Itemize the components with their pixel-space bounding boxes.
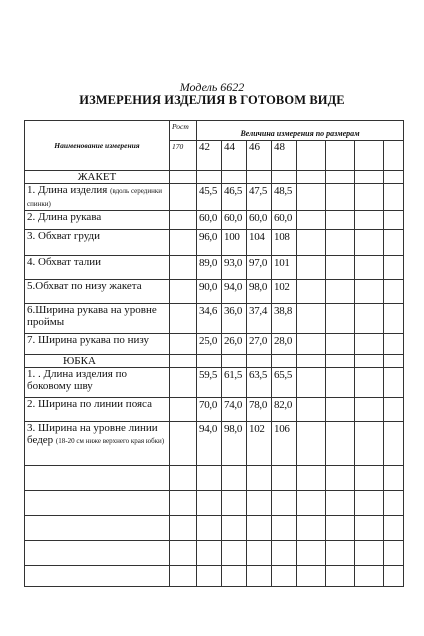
value-cell: 70,0 bbox=[197, 398, 222, 422]
value-cell: 60,0 bbox=[222, 211, 247, 230]
empty-cell bbox=[326, 566, 355, 587]
value-cell: 94,0 bbox=[222, 280, 247, 304]
empty-cell bbox=[355, 566, 384, 587]
measurement-label: 2. Ширина по линии пояса bbox=[27, 398, 152, 410]
measurement-label: 5.Обхват по низу жакета bbox=[27, 280, 142, 292]
value-cell: 46,5 bbox=[222, 184, 247, 211]
size-cell bbox=[355, 141, 384, 171]
value-cell bbox=[326, 184, 355, 211]
empty-cell bbox=[355, 466, 384, 491]
value-cell: 78,0 bbox=[247, 398, 272, 422]
size-cell: 48 bbox=[272, 141, 297, 171]
empty-cell bbox=[247, 466, 272, 491]
value-cell bbox=[355, 230, 384, 256]
value-cell bbox=[326, 230, 355, 256]
value-cell: 106 bbox=[272, 422, 297, 466]
value-cell bbox=[297, 230, 326, 256]
empty-cell bbox=[297, 355, 326, 368]
value-cell: 98,0 bbox=[222, 422, 247, 466]
value-cell: 34,6 bbox=[197, 304, 222, 334]
measurement-name bbox=[25, 368, 170, 398]
value-cell: 36,0 bbox=[222, 304, 247, 334]
empty-cell bbox=[222, 541, 247, 566]
empty-cell bbox=[297, 566, 326, 587]
sizes-column-header: Величина измерения по размерам bbox=[197, 121, 404, 141]
value-cell bbox=[384, 230, 404, 256]
measurement-name bbox=[25, 398, 170, 422]
empty-cell bbox=[384, 466, 404, 491]
value-cell: 26,0 bbox=[222, 334, 247, 355]
value-cell bbox=[326, 304, 355, 334]
value-cell: 108 bbox=[272, 230, 297, 256]
value-cell: 89,0 bbox=[197, 256, 222, 280]
measurement-name bbox=[25, 280, 170, 304]
height-cell bbox=[170, 398, 197, 422]
empty-cell bbox=[25, 566, 170, 587]
value-cell bbox=[297, 422, 326, 466]
empty-cell bbox=[355, 541, 384, 566]
empty-cell bbox=[384, 355, 404, 368]
value-cell bbox=[384, 256, 404, 280]
table-row bbox=[25, 368, 404, 398]
empty-cell bbox=[297, 491, 326, 516]
value-cell: 98,0 bbox=[247, 280, 272, 304]
empty-cell bbox=[247, 491, 272, 516]
value-cell bbox=[297, 256, 326, 280]
value-cell bbox=[355, 422, 384, 466]
height-column-header: Рост bbox=[170, 121, 197, 141]
empty-cell bbox=[355, 516, 384, 541]
empty-cell bbox=[197, 171, 222, 184]
value-cell bbox=[355, 368, 384, 398]
height-cell bbox=[170, 230, 197, 256]
name-column-header: Наименование измерения bbox=[25, 121, 170, 171]
value-cell bbox=[384, 398, 404, 422]
value-cell bbox=[355, 211, 384, 230]
section-row bbox=[25, 355, 404, 368]
empty-cell bbox=[272, 466, 297, 491]
empty-cell bbox=[222, 466, 247, 491]
measurement-label: 7. Ширина рукава по низу bbox=[27, 334, 150, 346]
empty-cell bbox=[197, 566, 222, 587]
height-cell bbox=[170, 422, 197, 466]
measurement-name bbox=[25, 184, 170, 211]
table-row bbox=[25, 398, 404, 422]
table-row bbox=[25, 256, 404, 280]
measurements-table bbox=[24, 120, 404, 587]
value-cell: 65,5 bbox=[272, 368, 297, 398]
height-cell bbox=[170, 256, 197, 280]
value-cell bbox=[355, 184, 384, 211]
empty-cell bbox=[222, 491, 247, 516]
value-cell: 102 bbox=[247, 422, 272, 466]
table-row bbox=[25, 184, 404, 211]
empty-cell bbox=[355, 355, 384, 368]
value-cell: 38,8 bbox=[272, 304, 297, 334]
empty-cell bbox=[355, 171, 384, 184]
empty-cell bbox=[384, 566, 404, 587]
value-cell: 104 bbox=[247, 230, 272, 256]
empty-cell bbox=[272, 516, 297, 541]
table-row bbox=[25, 334, 404, 355]
height-cell bbox=[170, 184, 197, 211]
size-cell bbox=[384, 141, 404, 171]
empty-cell bbox=[384, 516, 404, 541]
empty-cell bbox=[272, 171, 297, 184]
measurement-note: (18-20 см ниже верхнего края юбки) bbox=[55, 437, 165, 445]
value-cell: 94,0 bbox=[197, 422, 222, 466]
empty-cell bbox=[247, 566, 272, 587]
value-cell bbox=[326, 280, 355, 304]
value-cell bbox=[384, 334, 404, 355]
height-cell bbox=[170, 368, 197, 398]
value-cell: 60,0 bbox=[272, 211, 297, 230]
empty-row bbox=[25, 491, 404, 516]
value-cell bbox=[355, 398, 384, 422]
empty-cell bbox=[25, 516, 170, 541]
empty-cell bbox=[384, 491, 404, 516]
empty-cell bbox=[247, 171, 272, 184]
value-cell bbox=[384, 422, 404, 466]
empty-cell bbox=[272, 566, 297, 587]
value-cell: 27,0 bbox=[247, 334, 272, 355]
value-cell bbox=[326, 211, 355, 230]
value-cell: 93,0 bbox=[222, 256, 247, 280]
table-row bbox=[25, 280, 404, 304]
empty-cell bbox=[222, 355, 247, 368]
value-cell: 60,0 bbox=[197, 211, 222, 230]
empty-cell bbox=[326, 355, 355, 368]
empty-cell bbox=[297, 516, 326, 541]
empty-cell bbox=[326, 171, 355, 184]
header-row bbox=[25, 121, 404, 141]
value-cell: 74,0 bbox=[222, 398, 247, 422]
value-cell: 45,5 bbox=[197, 184, 222, 211]
value-cell bbox=[297, 334, 326, 355]
height-value: 170 bbox=[170, 141, 197, 171]
empty-cell bbox=[355, 491, 384, 516]
size-cell: 44 bbox=[222, 141, 247, 171]
empty-cell bbox=[170, 355, 197, 368]
model-label: Модель 6622 bbox=[179, 80, 245, 94]
empty-cell bbox=[170, 516, 197, 541]
measurement-note: (вдоль серединки спинки) bbox=[27, 187, 162, 208]
empty-cell bbox=[272, 491, 297, 516]
value-cell: 28,0 bbox=[272, 334, 297, 355]
measurement-label: 6.Ширина рукава на уровне проймы bbox=[27, 304, 157, 328]
empty-cell bbox=[297, 171, 326, 184]
value-cell: 101 bbox=[272, 256, 297, 280]
value-cell: 60,0 bbox=[247, 211, 272, 230]
value-cell bbox=[355, 304, 384, 334]
empty-cell bbox=[197, 541, 222, 566]
empty-cell bbox=[326, 516, 355, 541]
empty-cell bbox=[247, 541, 272, 566]
value-cell: 90,0 bbox=[197, 280, 222, 304]
empty-cell bbox=[326, 466, 355, 491]
empty-cell bbox=[197, 466, 222, 491]
measurement-name bbox=[25, 304, 170, 334]
value-cell: 47,5 bbox=[247, 184, 272, 211]
height-cell bbox=[170, 304, 197, 334]
empty-cell bbox=[272, 541, 297, 566]
section-row bbox=[25, 171, 404, 184]
measurement-name bbox=[25, 256, 170, 280]
size-cell: 46 bbox=[247, 141, 272, 171]
value-cell bbox=[384, 280, 404, 304]
table-row bbox=[25, 211, 404, 230]
size-cell bbox=[326, 141, 355, 171]
value-cell: 61,5 bbox=[222, 368, 247, 398]
measurement-name bbox=[25, 334, 170, 355]
value-cell bbox=[384, 368, 404, 398]
empty-cell bbox=[170, 491, 197, 516]
measurement-label: 3. Ширина на уровне линии бедер bbox=[27, 422, 158, 446]
measurement-label: 4. Обхват талии bbox=[27, 256, 102, 268]
empty-row bbox=[25, 541, 404, 566]
table-row bbox=[25, 422, 404, 466]
empty-row bbox=[25, 466, 404, 491]
empty-cell bbox=[170, 541, 197, 566]
empty-cell bbox=[25, 541, 170, 566]
value-cell bbox=[326, 256, 355, 280]
empty-cell bbox=[170, 466, 197, 491]
measurement-name bbox=[25, 211, 170, 230]
value-cell bbox=[297, 280, 326, 304]
measurement-name bbox=[25, 422, 170, 466]
empty-cell bbox=[197, 355, 222, 368]
height-cell bbox=[170, 280, 197, 304]
value-cell bbox=[384, 184, 404, 211]
value-cell bbox=[297, 398, 326, 422]
value-cell bbox=[297, 184, 326, 211]
value-cell bbox=[326, 398, 355, 422]
section-title: ЮБКА bbox=[25, 355, 170, 368]
empty-cell bbox=[222, 171, 247, 184]
height-cell bbox=[170, 211, 197, 230]
value-cell: 100 bbox=[222, 230, 247, 256]
value-cell: 102 bbox=[272, 280, 297, 304]
value-cell: 48,5 bbox=[272, 184, 297, 211]
value-cell bbox=[384, 304, 404, 334]
section-title: ЖАКЕТ bbox=[25, 171, 170, 184]
empty-cell bbox=[297, 541, 326, 566]
measurement-label: 3. Обхват груди bbox=[27, 230, 100, 242]
table-row bbox=[25, 230, 404, 256]
empty-cell bbox=[25, 466, 170, 491]
value-cell bbox=[355, 256, 384, 280]
measurement-label: 2. Длина рукава bbox=[27, 211, 102, 223]
value-cell: 59,5 bbox=[197, 368, 222, 398]
value-cell: 25,0 bbox=[197, 334, 222, 355]
value-cell bbox=[297, 368, 326, 398]
empty-cell bbox=[272, 355, 297, 368]
value-cell: 97,0 bbox=[247, 256, 272, 280]
measurement-name bbox=[25, 230, 170, 256]
empty-row bbox=[25, 566, 404, 587]
value-cell bbox=[326, 368, 355, 398]
value-cell: 96,0 bbox=[197, 230, 222, 256]
empty-cell bbox=[247, 355, 272, 368]
value-cell bbox=[355, 280, 384, 304]
value-cell bbox=[297, 304, 326, 334]
empty-cell bbox=[222, 566, 247, 587]
table-row bbox=[25, 304, 404, 334]
empty-cell bbox=[222, 516, 247, 541]
value-cell bbox=[326, 334, 355, 355]
value-cell: 37,4 bbox=[247, 304, 272, 334]
value-cell bbox=[355, 334, 384, 355]
size-cell: 42 bbox=[197, 141, 222, 171]
empty-cell bbox=[197, 491, 222, 516]
value-cell: 82,0 bbox=[272, 398, 297, 422]
empty-cell bbox=[170, 171, 197, 184]
empty-cell bbox=[326, 491, 355, 516]
value-cell: 63,5 bbox=[247, 368, 272, 398]
empty-cell bbox=[384, 171, 404, 184]
empty-cell bbox=[297, 466, 326, 491]
empty-cell bbox=[247, 516, 272, 541]
value-cell bbox=[384, 211, 404, 230]
height-cell bbox=[170, 334, 197, 355]
measurement-label: 1. Длина изделия bbox=[27, 184, 111, 196]
page-title: ИЗМЕРЕНИЯ ИЗДЕЛИЯ В ГОТОВОМ ВИДЕ bbox=[79, 93, 345, 107]
empty-cell bbox=[384, 541, 404, 566]
measurement-label: 1. . Длина изделия по боковому шву bbox=[27, 368, 127, 392]
value-cell bbox=[326, 422, 355, 466]
size-cell bbox=[297, 141, 326, 171]
empty-cell bbox=[25, 491, 170, 516]
empty-cell bbox=[197, 516, 222, 541]
empty-cell bbox=[170, 566, 197, 587]
empty-cell bbox=[326, 541, 355, 566]
empty-row bbox=[25, 516, 404, 541]
value-cell bbox=[297, 211, 326, 230]
